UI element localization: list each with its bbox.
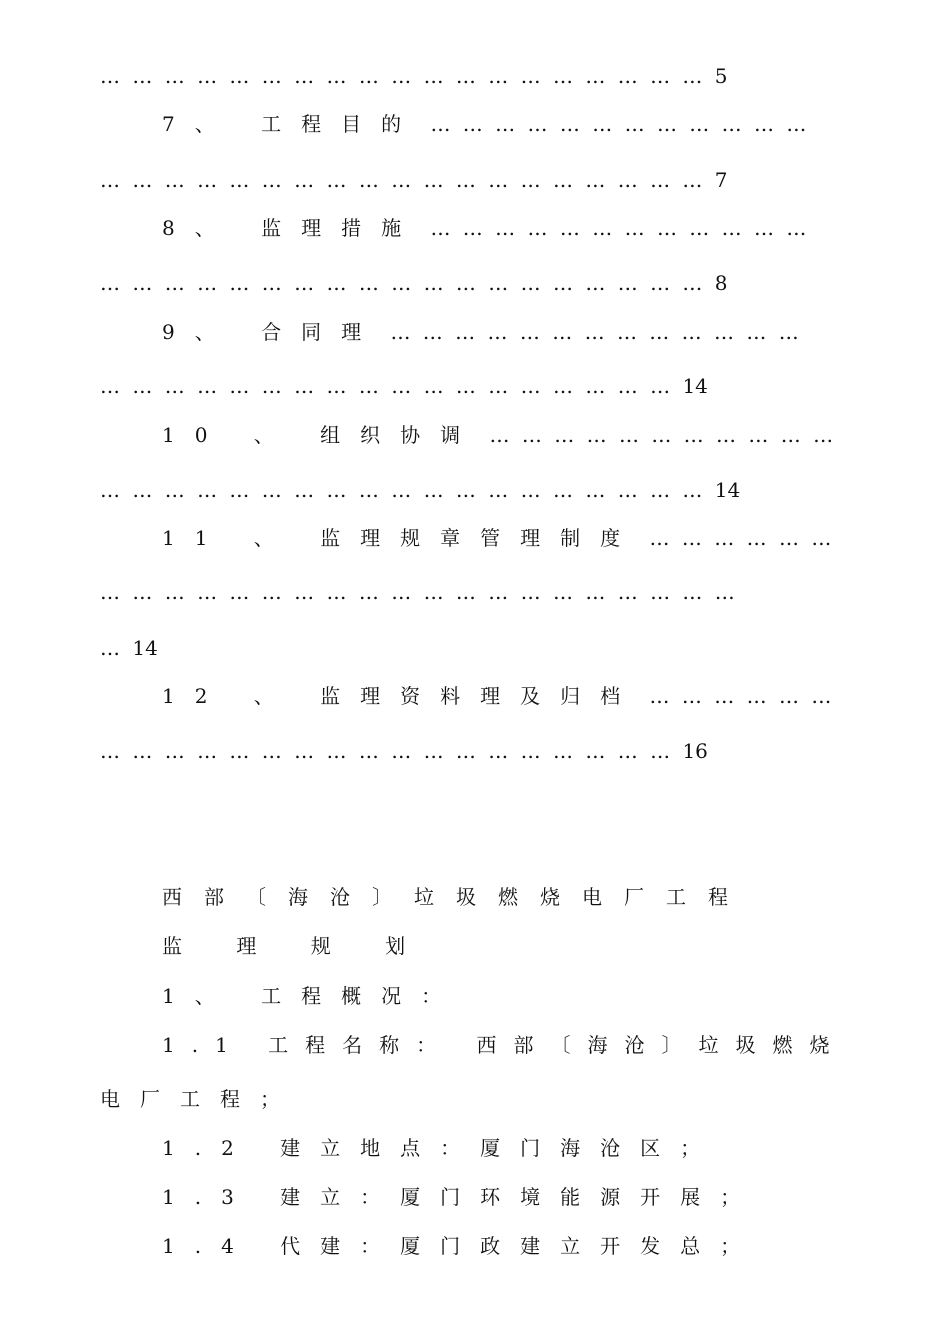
toc-item: [162, 110, 809, 138]
toc-page-number: 14: [714, 478, 741, 502]
toc-item: [162, 682, 834, 710]
dot-leader: … … … … … … … … … … … …: [421, 112, 810, 136]
toc-page-number: 14: [132, 636, 158, 660]
paragraph: 1.2 建立地点：厦门海沧区；: [162, 1136, 721, 1160]
toc-dots-row: [100, 476, 740, 504]
dot-leader: … … … … … … … … … … … … … … … … … … …: [100, 168, 715, 192]
toc-item: [162, 214, 809, 242]
toc-item-label: 9、 合同理: [162, 320, 382, 344]
toc-item-label: 7、 工程目的: [162, 112, 422, 136]
document-title: 西部〔海沧〕垃圾燃烧电厂工程: [162, 885, 750, 909]
toc-item-label: 12 、 监理资料理及归档: [162, 684, 641, 708]
toc-item: [162, 524, 834, 552]
toc-page-number: 8: [714, 271, 728, 295]
dot-leader: … … … … … … … … … … … …: [421, 216, 810, 240]
paragraph-continuation: 电厂工程；: [100, 1087, 300, 1111]
section-heading: 1、 工程概况：: [162, 984, 462, 1008]
paragraph: 1.3 建立：厦门环境能源开展；: [162, 1185, 761, 1209]
toc-page-number: 16: [682, 739, 708, 763]
toc-dots-row: [100, 269, 728, 297]
toc-page-number: 5: [714, 64, 728, 88]
dot-leader: … … … … … … … … … … … … … … … … … …: [100, 374, 683, 398]
toc-page-number: 14: [682, 374, 708, 398]
toc-dots-row: [100, 578, 738, 606]
dot-leader: … … … … … … … … … … … … … … … … … … …: [100, 64, 715, 88]
dot-leader: … … … … … … … … … … …: [480, 423, 837, 447]
dot-leader: … … … … … … … … … … … … … … … … … …: [100, 739, 683, 763]
dot-leader: … … … … … …: [640, 526, 835, 550]
toc-dots-row: [100, 737, 708, 765]
paragraph: 1.4 代建：厦门政建立开发总；: [162, 1234, 761, 1258]
toc-item: [162, 318, 802, 346]
dot-leader: … … … … … … … … … … … … … … … … … … …: [100, 478, 715, 502]
toc-item-label: 8、 监理措施: [162, 216, 422, 240]
toc-item-label: 11 、 监理规章管理制度: [162, 526, 641, 550]
toc-item-label: 10 、 组织协调: [162, 423, 481, 447]
paragraph: 1.1 工程名称： 西部〔海沧〕垃圾燃烧: [162, 1033, 847, 1057]
dot-leader: … … … … … … … … … … … … … … … … … … …: [100, 271, 715, 295]
toc-dots-row: [100, 166, 728, 194]
toc-dots-row: [100, 62, 728, 90]
dot-leader: … … … … … … … … … … … … …: [381, 320, 802, 344]
document-subtitle: 监 理 规 划: [162, 934, 430, 958]
toc-page-number: 7: [714, 168, 728, 192]
toc-dots-row: [100, 634, 158, 662]
dot-leader: … … … … … … … … … … … … … … … … … … … …: [100, 580, 738, 604]
toc-item: [162, 421, 836, 449]
dot-leader: …: [100, 636, 133, 660]
toc-dots-row: [100, 372, 708, 400]
dot-leader: … … … … … …: [640, 684, 835, 708]
